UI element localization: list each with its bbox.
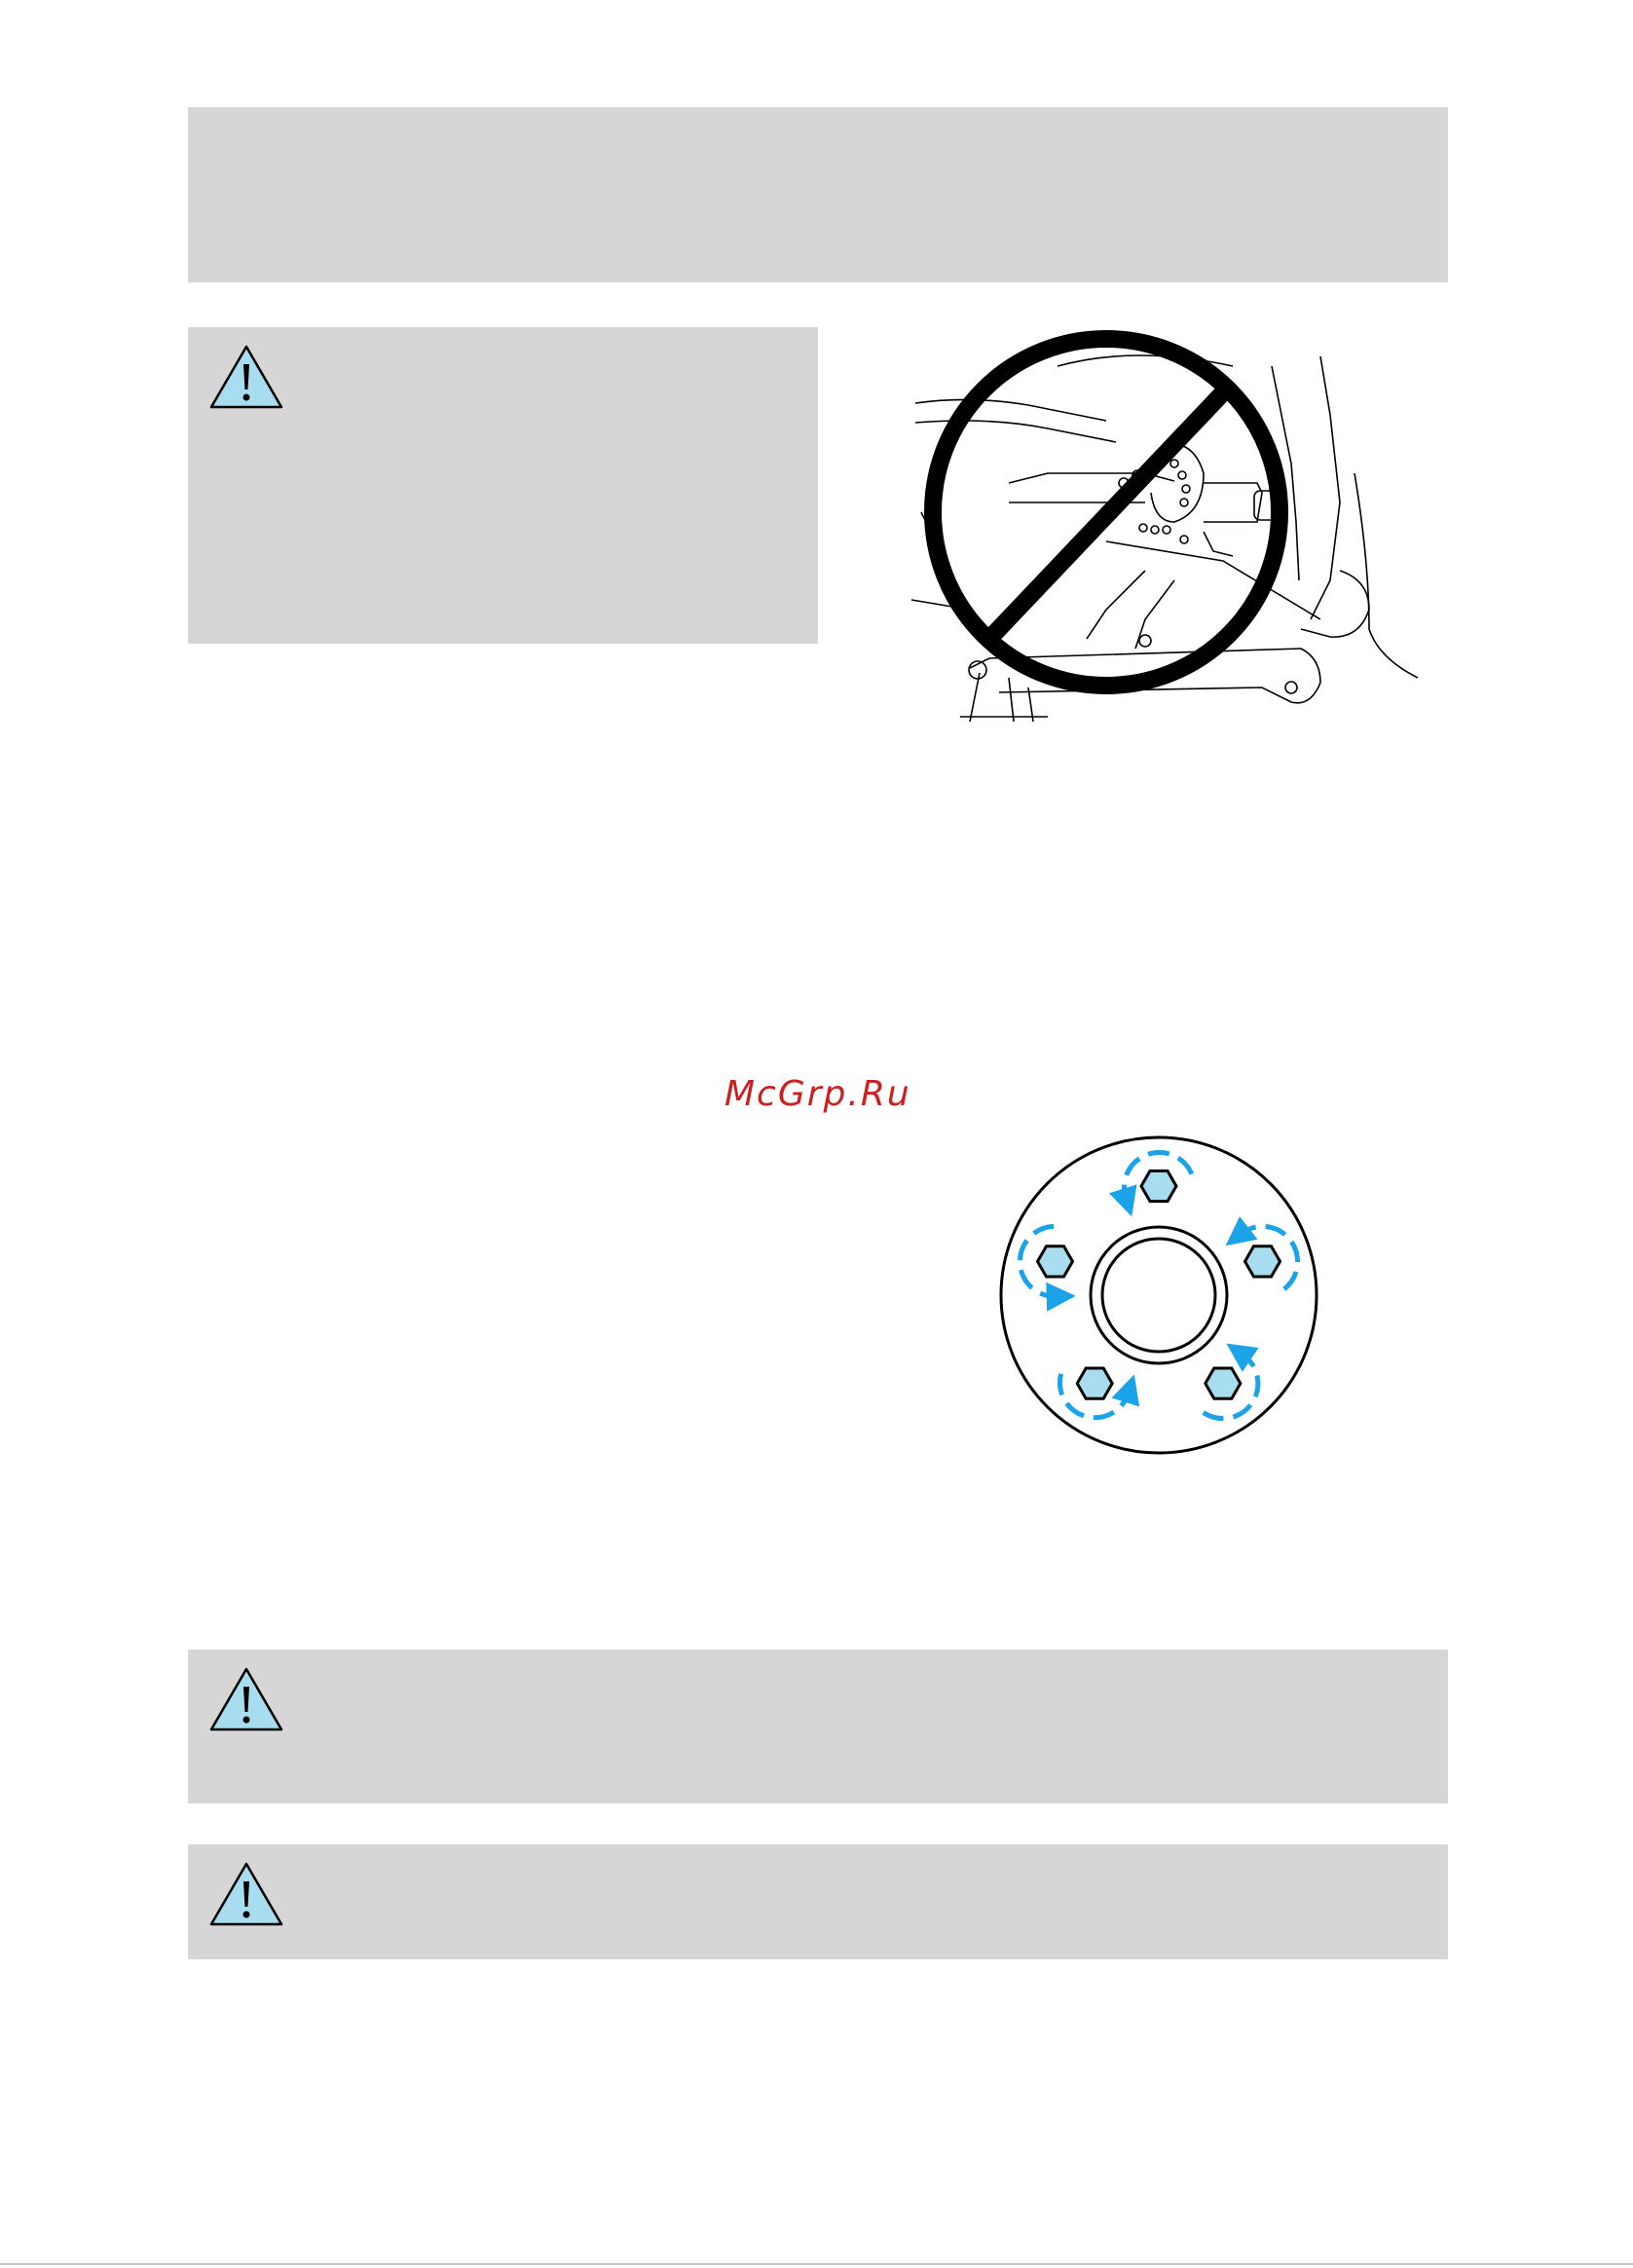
warning-triangle-icon xyxy=(207,1860,285,1930)
header-bar xyxy=(188,107,1448,282)
warning-box xyxy=(188,327,818,644)
page-bottom-rule xyxy=(0,2263,1633,2265)
lug-nut-2 xyxy=(1245,1246,1280,1277)
warning-box xyxy=(188,1844,1448,1959)
watermark-text: McGrp.Ru xyxy=(724,1074,911,1114)
warning-triangle-icon xyxy=(207,343,285,413)
warning-triangle-icon xyxy=(207,1665,285,1735)
lug-nut-3 xyxy=(1206,1368,1241,1398)
warning-box xyxy=(188,1650,1448,1803)
lug-nut-1 xyxy=(1141,1171,1176,1201)
lug-nut-4 xyxy=(1077,1368,1112,1398)
lug-nut-5 xyxy=(1038,1246,1073,1277)
lug-nut-tightening-diagram xyxy=(984,1130,1334,1461)
jack-placement-prohibited-illustration xyxy=(911,327,1418,726)
